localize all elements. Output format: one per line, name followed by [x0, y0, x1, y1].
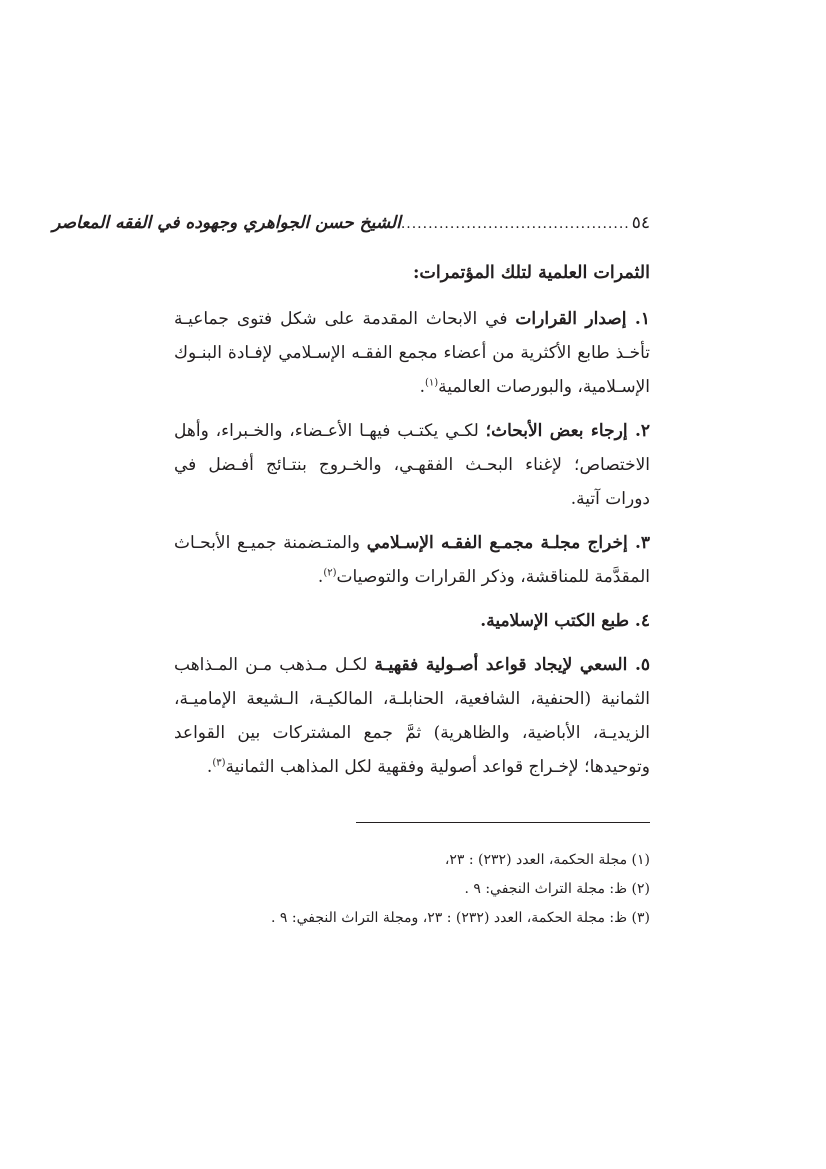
item-lead: طبع الكتب الإسلامية. — [480, 611, 630, 631]
footnotes — [174, 846, 650, 933]
section-heading: الثمرات العلمية لتلك المؤتمرات: — [412, 263, 650, 283]
item-number: ٣. — [627, 533, 651, 553]
item-number: ٤. — [629, 611, 650, 631]
footnote-ref: (٣) — [212, 757, 226, 769]
running-header — [52, 213, 650, 247]
item-lead: السعي لإيجاد قواعد أصـولية فقهيـة — [374, 655, 628, 675]
item-number: ٥. — [627, 655, 651, 675]
item-lead: إخراج مجلـة مجمـع الفقـه الإسـلامي — [366, 533, 628, 553]
footnote-ref: (١) — [424, 377, 439, 389]
list-item — [174, 648, 650, 784]
item-tail: . — [317, 567, 324, 587]
footnote: (٣) ظ: مجلة الحكمة، العدد (٢٣٢) : ٢٣، ومجلة التراث النجفي: ٩ . — [270, 910, 650, 926]
footnote-ref: (٢) — [323, 567, 337, 579]
item-text: لكـل مـذهب مـن المـذاهب الثمانية (الحنفية، الشافعية، الحنابلـة، المالكيـة، الـشيعة الإماميـة، الزيديـة، الأباضية، والظاهرية) ثمَّ جمع المشتركات بين القواعد وتوحيدها؛ لإخـراج قواعد أصولية وفقهية لكل المذاهب الثمانية — [174, 655, 650, 777]
item-tail: . — [206, 757, 213, 777]
item-lead: إرجاء بعض الأبحاث؛ — [485, 421, 628, 441]
list-item — [174, 414, 650, 516]
list-item — [174, 604, 650, 638]
header-leader-dots: .......................................... — [400, 216, 630, 232]
item-lead: إصدار القرارات — [515, 309, 627, 329]
running-title: الشيخ حسن الجواهري وجهوده في الفقه المعاصر — [52, 213, 401, 233]
item-number: ١. — [626, 309, 650, 329]
item-tail: . — [419, 377, 425, 397]
list-item — [174, 302, 650, 404]
footnote-separator — [356, 822, 650, 823]
footnote: (١) مجلة الحكمة، العدد (٢٣٢) : ٢٣، — [444, 852, 650, 868]
body-text — [174, 302, 650, 794]
item-text: والمتـضمنة جميـع الأبحـاث المقدَّمة للمناقشة، وذكر القرارات والتوصيات — [174, 533, 650, 587]
footnote: (٢) ظ: مجلة التراث النجفي: ٩ . — [464, 881, 650, 897]
item-text: لكـي يكتـب فيهـا الأعـضاء، والخـبراء، وأهل الاختصاص؛ لإغناء البحـث الفقهـي، والخـروج بنتـائج أفـضل في دورات آتية. — [174, 421, 650, 509]
page-number: ٥٤ — [631, 213, 650, 233]
item-text: في الابحاث المقدمة على شكل فتوى جماعيـة تأخـذ طابع الأكثرية من أعضاء مجمع الفقـه الإسـلامي لإفـادة البنـوك الإسـلامية، والبورصات العالمية — [174, 309, 650, 397]
item-number: ٢. — [627, 421, 651, 441]
list-item — [174, 526, 650, 594]
